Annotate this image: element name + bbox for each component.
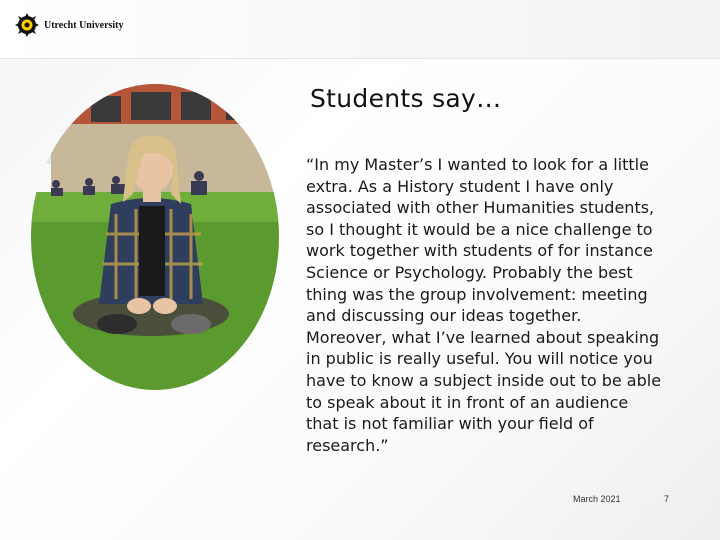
- page-number: 7: [664, 494, 670, 504]
- slide-title: Students say…: [310, 84, 502, 113]
- student-quote: “In my Master’s I wanted to look for a little extra. As a History student I have only associated with other Humanities students, so I thought it would be a nice challenge to work together with students of for instance Science or Psychology. Probably the best thing was the group involvement: meeting and discussing our ideas together. Moreover, what I’ve learned about speaking in public is really useful. You will notice you have to know a subject inside out to be able to speak about it in front of an audience that is not familiar with your field of research.”: [306, 155, 662, 455]
- student-photo-illustration: [31, 84, 279, 390]
- footer-date: March 2021: [573, 494, 621, 504]
- header-bar: [0, 0, 720, 59]
- student-photo: [31, 84, 279, 390]
- university-logo[interactable]: [14, 12, 124, 38]
- university-seal-icon: [14, 12, 40, 38]
- logo-text: Utrecht University: [44, 19, 124, 31]
